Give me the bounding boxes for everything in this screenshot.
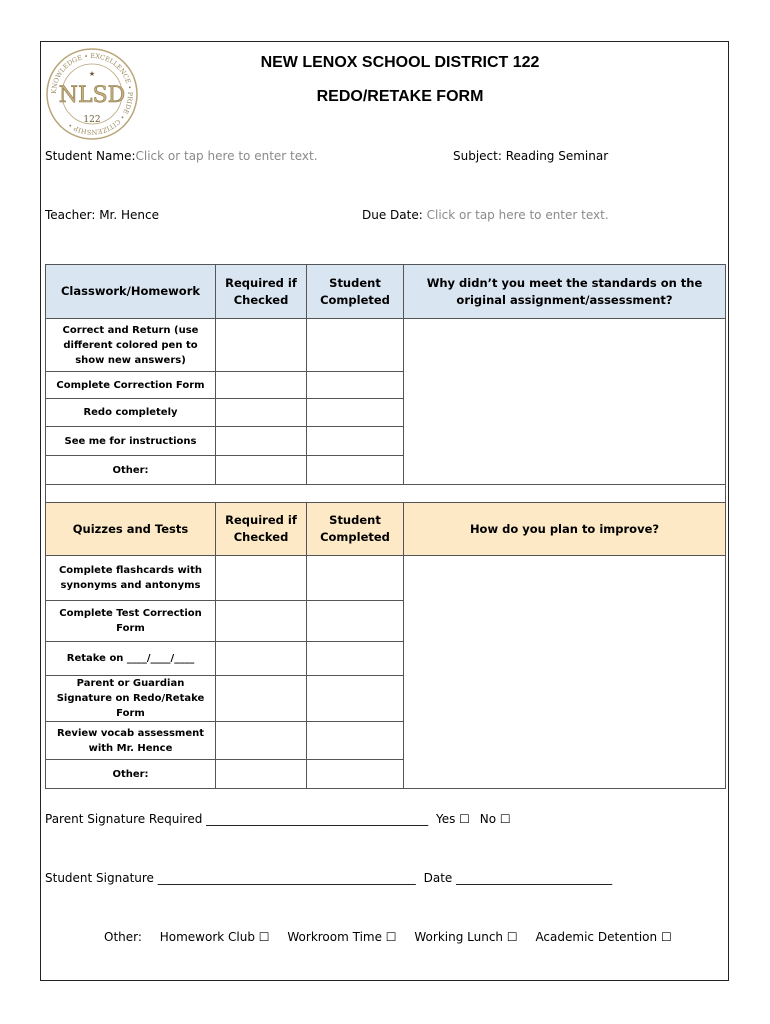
due-date-field[interactable] — [362, 208, 609, 222]
required-checkbox-cell[interactable] — [216, 642, 307, 676]
other-label: Other: — [104, 930, 142, 944]
svg-text:122: 122 — [83, 115, 101, 125]
homework-club-checkbox[interactable]: Homework Club ☐ — [159, 930, 270, 944]
classwork-header-required: Required if Checked — [216, 265, 307, 319]
other-options-row — [104, 930, 672, 944]
classwork-header-reason: Why didn’t you meet the standards on the original assignment/assessment? — [404, 265, 726, 319]
completed-checkbox-cell[interactable] — [307, 642, 404, 676]
svg-text:NLSD: NLSD — [58, 83, 126, 108]
table-row — [46, 319, 726, 372]
completed-checkbox-cell[interactable] — [307, 676, 404, 722]
yes-checkbox[interactable]: Yes ☐ — [435, 812, 470, 826]
required-checkbox-cell[interactable] — [216, 676, 307, 722]
quiz-item: Review vocab assessment with Mr. Hence — [46, 722, 216, 760]
quiz-item: Other: — [46, 760, 216, 789]
completed-checkbox-cell[interactable] — [307, 601, 404, 642]
completed-checkbox-cell[interactable] — [307, 319, 404, 372]
quizzes-header-improve: How do you plan to improve? — [404, 503, 726, 556]
svg-text:KNOWLEDGE • EXCELLENCE • PRIDE: KNOWLEDGE • EXCELLENCE • PRIDE • CITIZENSHIP • — [49, 51, 135, 137]
quiz-item: Complete Test Correction Form — [46, 601, 216, 642]
completed-checkbox-cell[interactable] — [307, 722, 404, 760]
subject-label: Subject: Reading Seminar — [453, 149, 609, 163]
required-checkbox-cell[interactable] — [216, 556, 307, 601]
completed-checkbox-cell[interactable] — [307, 760, 404, 789]
required-checkbox-cell[interactable] — [216, 399, 307, 427]
completed-checkbox-cell[interactable] — [307, 427, 404, 456]
table-row — [46, 556, 726, 601]
completed-checkbox-cell[interactable] — [307, 456, 404, 485]
classwork-table — [45, 264, 726, 789]
improvement-response-area[interactable] — [404, 556, 726, 789]
classwork-item: Other: — [46, 456, 216, 485]
district-title: NEW LENOX SCHOOL DISTRICT 122 — [260, 54, 540, 71]
svg-text:★: ★ — [88, 71, 96, 78]
student-name-label: Student Name: — [45, 149, 136, 163]
spacer-row — [46, 485, 726, 503]
quizzes-header-activity: Quizzes and Tests — [46, 503, 216, 556]
working-lunch-checkbox[interactable]: Working Lunch ☐ — [414, 930, 518, 944]
form-title: REDO/RETAKE FORM — [316, 88, 484, 105]
required-checkbox-cell[interactable] — [216, 601, 307, 642]
student-name-field[interactable] — [45, 149, 318, 163]
classwork-header-row — [46, 265, 726, 319]
due-date-placeholder[interactable]: Click or tap here to enter text. — [426, 208, 609, 222]
quizzes-header-completed: Student Completed — [307, 503, 404, 556]
required-checkbox-cell[interactable] — [216, 427, 307, 456]
parent-signature-line[interactable] — [45, 812, 511, 826]
spacer-cell — [46, 485, 726, 503]
quiz-item: Parent or Guardian Signature on Redo/Retake Form — [46, 676, 216, 722]
district-seal-logo — [44, 46, 140, 142]
quiz-item: Complete flashcards with synonyms and antonyms — [46, 556, 216, 601]
classwork-item: See me for instructions — [46, 427, 216, 456]
required-checkbox-cell[interactable] — [216, 456, 307, 485]
quiz-item: Retake on ____/____/____ — [46, 642, 216, 676]
reason-response-area[interactable] — [404, 319, 726, 485]
no-checkbox[interactable]: No ☐ — [479, 812, 511, 826]
workroom-time-checkbox[interactable]: Workroom Time ☐ — [287, 930, 397, 944]
teacher-label: Teacher: Mr. Hence — [45, 208, 159, 222]
student-name-placeholder[interactable]: Click or tap here to enter text. — [135, 149, 318, 163]
date-line[interactable]: Date __________________________ — [423, 871, 613, 885]
quizzes-header-row — [46, 503, 726, 556]
academic-detention-checkbox[interactable]: Academic Detention ☐ — [535, 930, 672, 944]
quizzes-header-required: Required if Checked — [216, 503, 307, 556]
completed-checkbox-cell[interactable] — [307, 372, 404, 399]
student-signature-label: Student Signature ___________________________________________ — [45, 871, 416, 885]
classwork-header-activity: Classwork/Homework — [46, 265, 216, 319]
required-checkbox-cell[interactable] — [216, 760, 307, 789]
student-signature-line[interactable] — [45, 871, 612, 885]
completed-checkbox-cell[interactable] — [307, 399, 404, 427]
classwork-item: Correct and Return (use different colored pen to show new answers) — [46, 319, 216, 372]
due-date-label: Due Date: — [362, 208, 423, 222]
classwork-item: Complete Correction Form — [46, 372, 216, 399]
required-checkbox-cell[interactable] — [216, 722, 307, 760]
classwork-header-completed: Student Completed — [307, 265, 404, 319]
required-checkbox-cell[interactable] — [216, 319, 307, 372]
completed-checkbox-cell[interactable] — [307, 556, 404, 601]
required-checkbox-cell[interactable] — [216, 372, 307, 399]
classwork-item: Redo completely — [46, 399, 216, 427]
parent-signature-label: Parent Signature Required _____________________________________ — [45, 812, 429, 826]
